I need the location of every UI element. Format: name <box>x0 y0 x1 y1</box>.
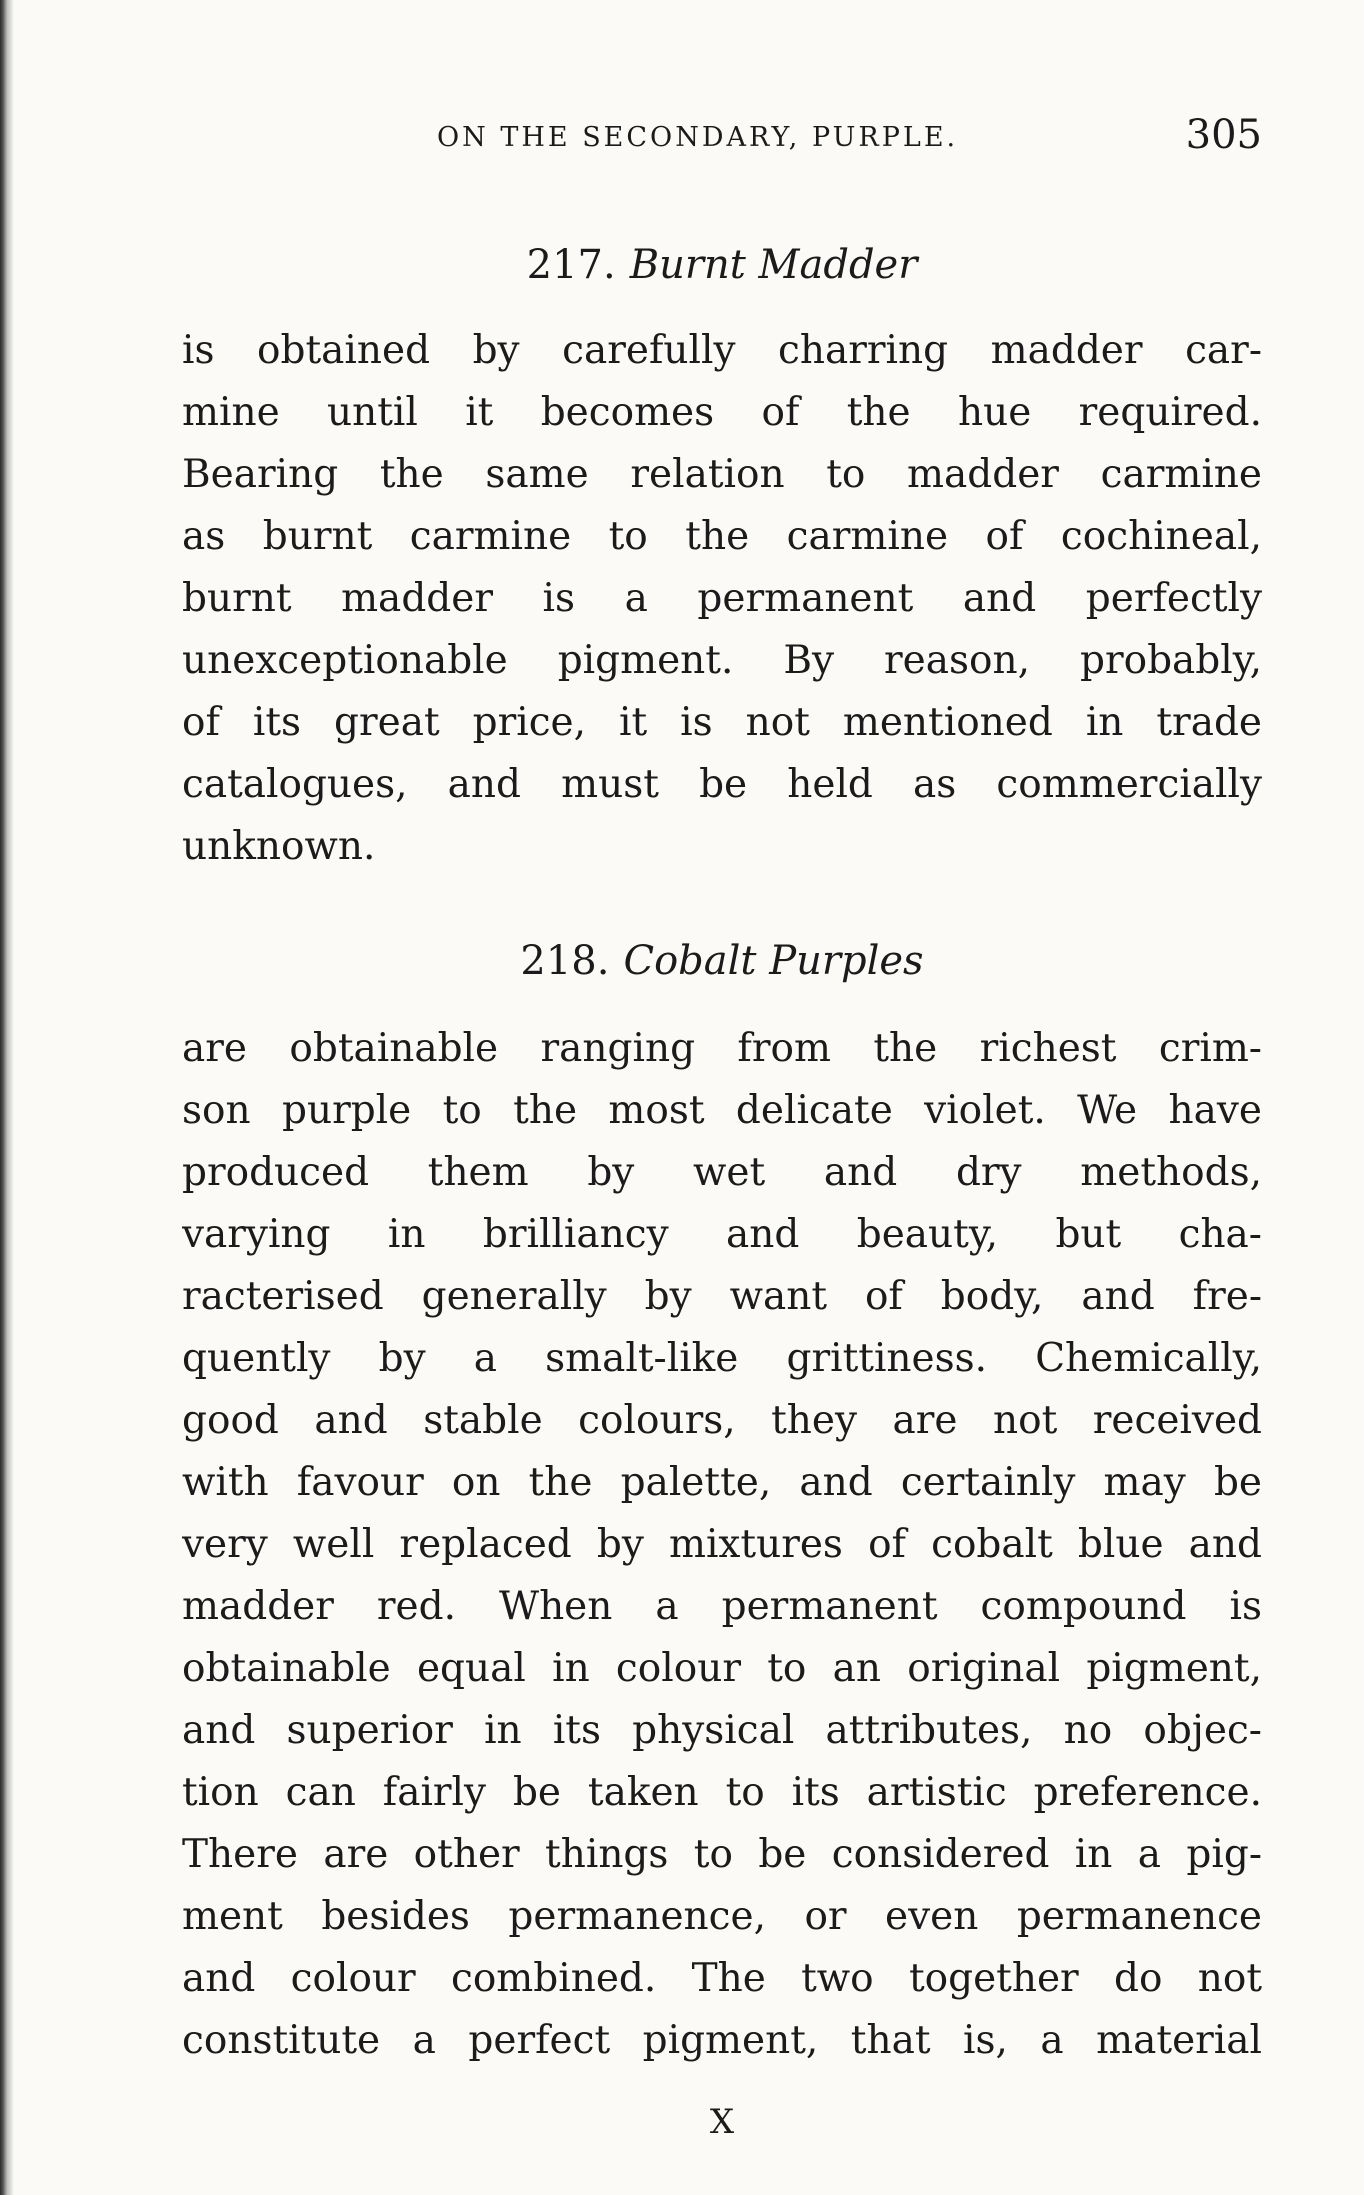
text-line: varying in brilliancy and beauty, but cha- <box>182 1212 1262 1257</box>
text-line: and superior in its physical attributes, no objec- <box>182 1708 1262 1753</box>
text-line: is obtained by carefully charring madder car- <box>182 328 1262 373</box>
text-line: ment besides permanence, or even permanence <box>182 1894 1262 1939</box>
text-line: catalogues, and must be held as commercially <box>182 762 1262 807</box>
text-line: very well replaced by mixtures of cobalt blue and <box>182 1522 1262 1567</box>
text-line: constitute a perfect pigment, that is, a material <box>182 2018 1262 2063</box>
section-title: Cobalt Purples <box>623 938 924 984</box>
text-line: quently by a smalt-like grittiness. Chemically, <box>182 1336 1262 1381</box>
section-heading-218 <box>182 938 1262 984</box>
text-line: burnt madder is a permanent and perfectly <box>182 576 1262 621</box>
text-line: madder red. When a permanent compound is <box>182 1584 1262 1629</box>
signature-mark: X <box>709 2102 735 2142</box>
text-line: There are other things to be considered in a pig- <box>182 1832 1262 1877</box>
text-line: of its great price, it is not mentioned in trade <box>182 700 1262 745</box>
paragraph-cobalt-purples <box>182 1018 1262 2072</box>
page-number: 305 <box>1185 112 1262 158</box>
text-line: with favour on the palette, and certainly may be <box>182 1460 1262 1505</box>
text-line: produced them by wet and dry methods, <box>182 1150 1262 1195</box>
text-line: mine until it becomes of the hue required. <box>182 390 1262 435</box>
text-line: racterised generally by want of body, and fre- <box>182 1274 1262 1319</box>
text-line: and colour combined. The two together do not <box>182 1956 1262 2001</box>
section-heading-217 <box>182 242 1262 288</box>
text-line: son purple to the most delicate violet. We have <box>182 1088 1262 1133</box>
text-line: are obtainable ranging from the richest crim- <box>182 1026 1262 1071</box>
text-line: unknown. <box>182 824 376 869</box>
page-binding-edge <box>0 0 14 2195</box>
section-number: 217. <box>526 242 616 288</box>
text-line: good and stable colours, they are not received <box>182 1398 1262 1443</box>
running-title: ON THE SECONDARY, PURPLE. <box>437 122 959 153</box>
text-line: obtainable equal in colour to an original pigment, <box>182 1646 1262 1691</box>
section-title: Burnt Madder <box>629 242 918 288</box>
section-number: 218. <box>520 938 610 984</box>
text-line: as burnt carmine to the carmine of cochineal, <box>182 514 1262 559</box>
text-line: unexceptionable pigment. By reason, probably, <box>182 638 1262 683</box>
text-line: Bearing the same relation to madder carmine <box>182 452 1262 497</box>
text-line: tion can fairly be taken to its artistic preference. <box>182 1770 1262 1815</box>
paragraph-burnt-madder <box>182 320 1262 878</box>
running-head <box>182 112 1262 162</box>
